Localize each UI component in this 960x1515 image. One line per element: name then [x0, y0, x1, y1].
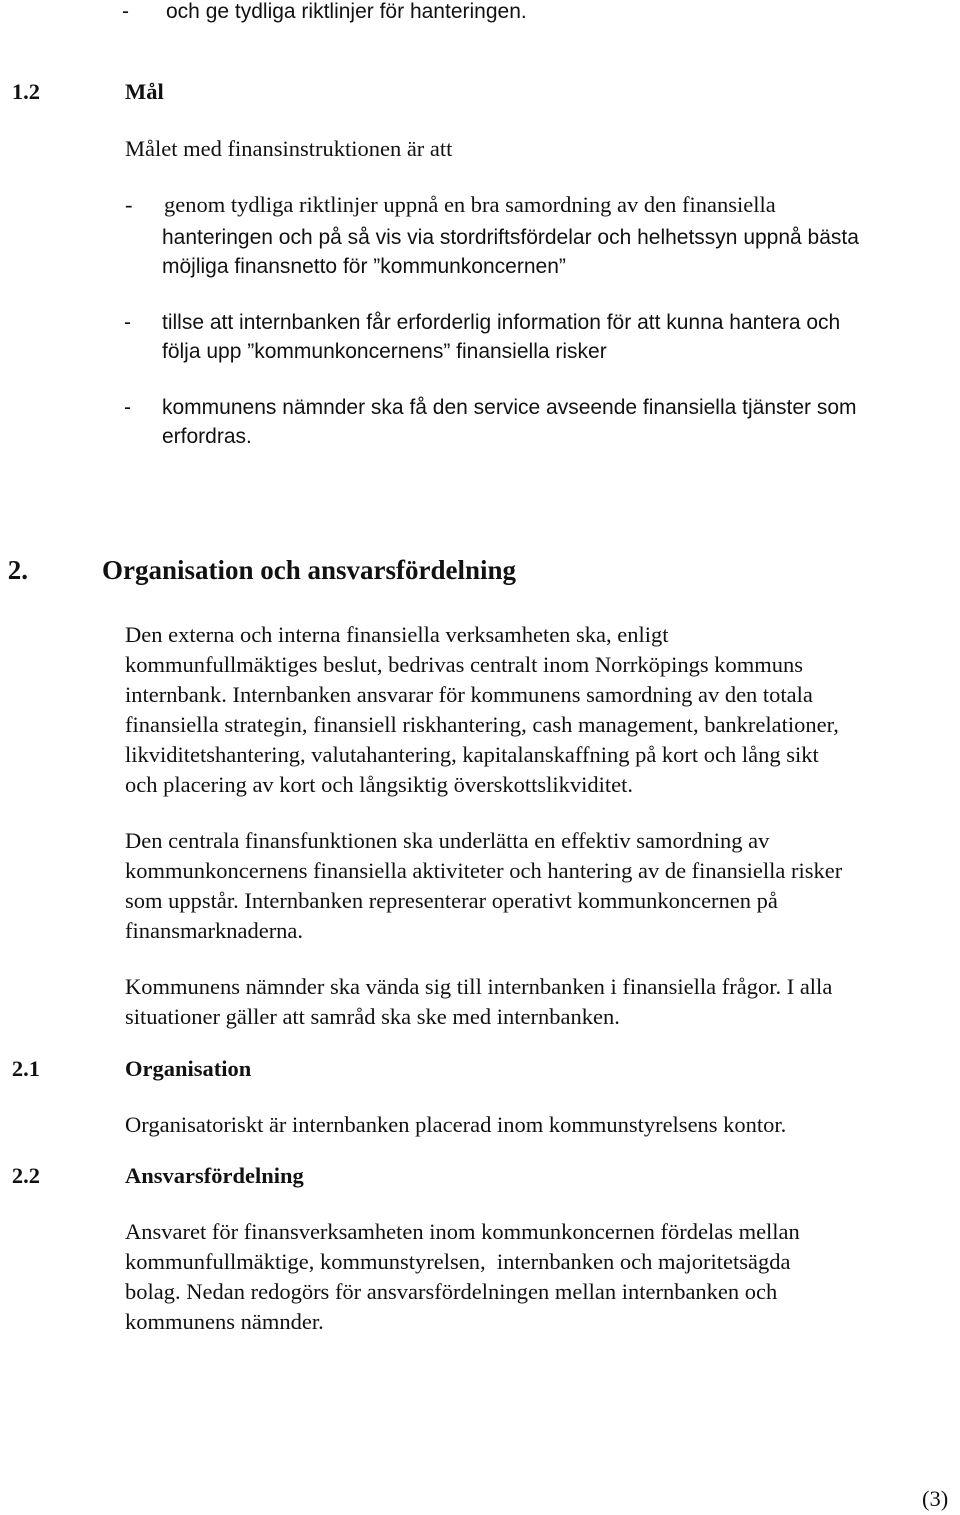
section-2-1-number: 2.1 [11, 1056, 40, 1081]
section-1-2-intro: Målet med finansinstruktionen är att [125, 136, 453, 161]
section-2-2-number: 2.2 [11, 1163, 40, 1188]
paragraph-line: likviditetshantering, valutahantering, kapitalanskaffning på kort och lång sikt [125, 742, 819, 767]
goal-bullet-1-line-1: genom tydliga riktlinjer uppnå en bra samordning av den finansiella [164, 192, 776, 217]
paragraph-line: Den externa och interna finansiella verksamheten ska, enligt [125, 622, 669, 647]
section-2-2-paragraph [125, 1217, 800, 1337]
goal-bullet-2-line-2: följa upp ”kommunkoncernens” finansiella risker [162, 340, 607, 363]
paragraph-line: bolag. Nedan redogörs för ansvarsfördelningen mellan internbanken och [125, 1279, 778, 1304]
section-2-number: 2. [7, 555, 28, 585]
bullet-text: och ge tydliga riktlinjer för hanteringen. [166, 0, 527, 23]
goal-bullet-3-line-2: erfordras. [162, 425, 252, 448]
section-2-paragraph-3 [125, 972, 832, 1032]
section-2-2-title: Ansvarsfördelning [125, 1163, 304, 1188]
paragraph-line: Kommunens nämnder ska vända sig till internbanken i finansiella frågor. I alla [125, 974, 833, 999]
paragraph-line: internbank. Internbanken ansvarar för kommunens samordning av den totala [125, 682, 813, 707]
goal-bullet-1-line-3: möjliga finansnetto för ”kommunkoncernen” [162, 255, 566, 278]
paragraph-line: kommunkoncernens finansiella aktiviteter och hantering av de finansiella risker [125, 858, 843, 883]
section-2-paragraph-2 [125, 826, 842, 946]
paragraph-line: och placering av kort och långsiktig överskottslikviditet. [125, 772, 634, 797]
paragraph-line: situationer gäller att samråd ska ske med internbanken. [125, 1004, 620, 1029]
paragraph-line: kommunfullmäktige, kommunstyrelsen, internbanken och majoritetsägda [125, 1249, 791, 1274]
paragraph-line: finansmarknaderna. [125, 918, 304, 943]
section-2-paragraph-1 [125, 620, 839, 800]
paragraph-line: kommunfullmäktiges beslut, bedrivas centralt inom Norrköpings kommuns [125, 652, 804, 677]
goal-bullet-1-line-2: hanteringen och på så vis via stordriftsfördelar och helhetssyn uppnå bästa [162, 226, 859, 249]
paragraph-line: finansiella strategin, finansiell riskhantering, cash management, bankrelationer, [125, 712, 839, 737]
bullet-dash: - [122, 0, 129, 23]
paragraph-line: som uppstår. Internbanken representerar operativt kommunkoncernen på [125, 888, 778, 913]
bullet-dash: - [124, 396, 131, 419]
bullet-dash: - [125, 192, 133, 217]
goal-bullet-2-line-1: tillse att internbanken får erforderlig information för att kunna hantera och [162, 311, 841, 334]
section-2-1-title: Organisation [125, 1056, 252, 1081]
paragraph-line: kommunens nämnder. [125, 1309, 324, 1334]
section-2-title: Organisation och ansvarsfördelning [102, 555, 517, 585]
section-1-2-number: 1.2 [11, 79, 40, 104]
paragraph-line: Ansvaret för finansverksamheten inom kommunkoncernen fördelas mellan [125, 1219, 800, 1244]
section-1-2-title: Mål [125, 79, 164, 104]
bullet-dash: - [124, 311, 131, 334]
paragraph-line: Den centrala finansfunktionen ska underlätta en effektiv samordning av [125, 828, 770, 853]
page-number: (3) [922, 1486, 949, 1511]
goal-bullet-3-line-1: kommunens nämnder ska få den service avseende finansiella tjänster som [162, 396, 857, 419]
section-2-1-text: Organisatoriskt är internbanken placerad inom kommunstyrelsens kontor. [125, 1112, 787, 1137]
top-bullet [122, 0, 527, 26]
